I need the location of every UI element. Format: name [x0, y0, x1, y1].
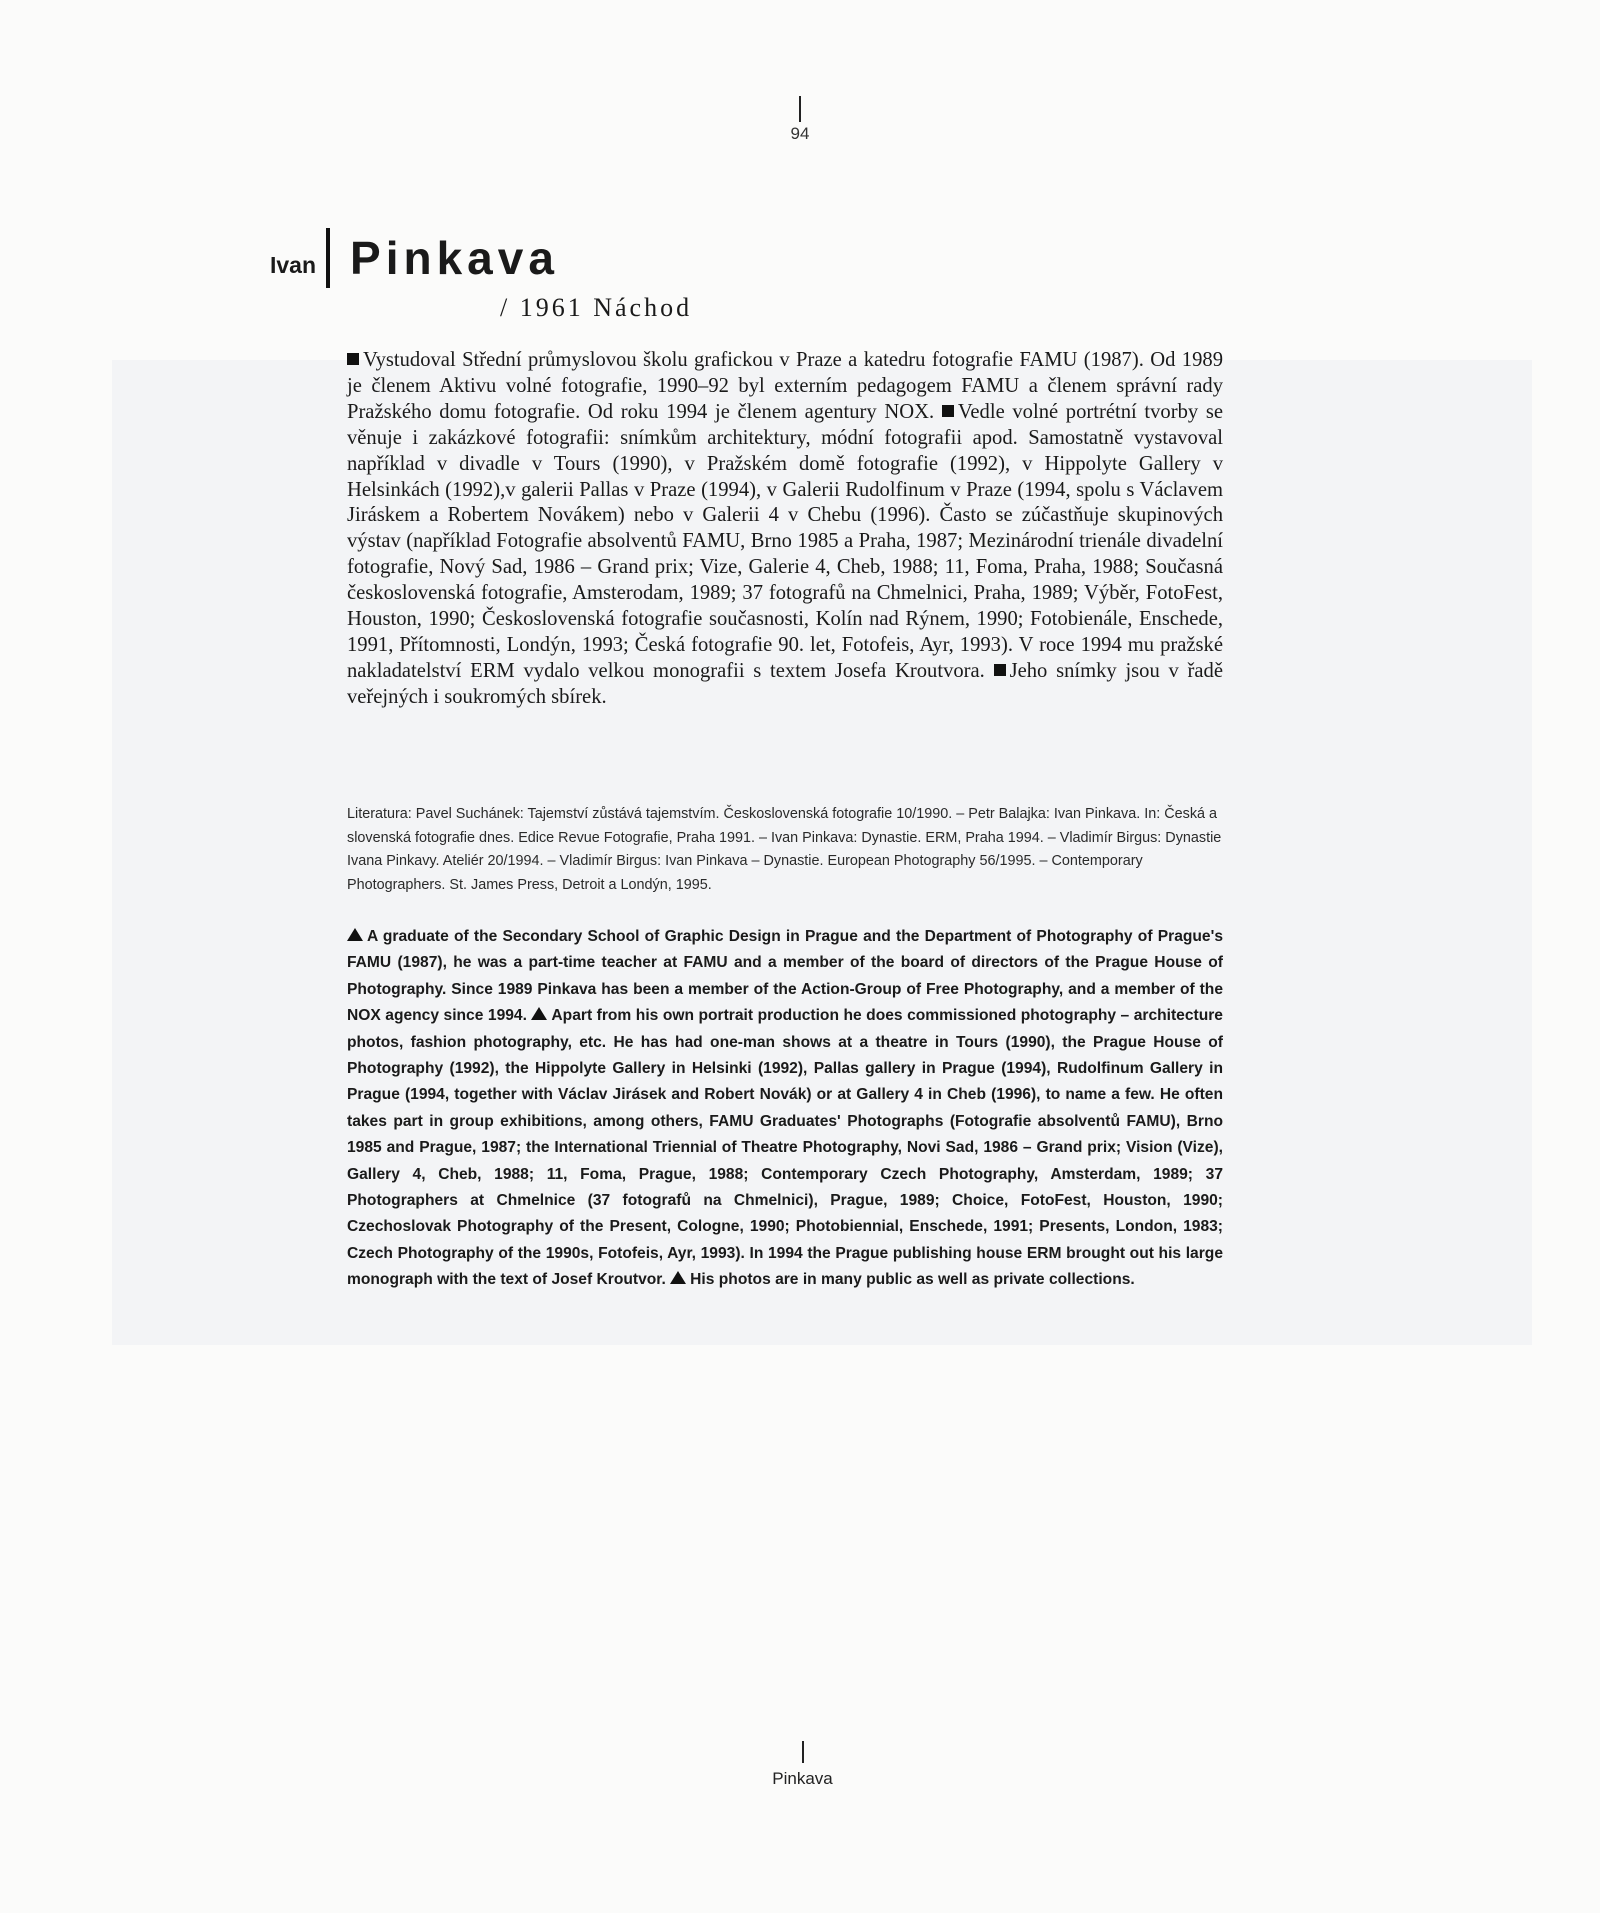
triangle-bullet-icon	[347, 928, 363, 941]
czech-paragraph-3: Jeho snímky jsou v řadě veřejných i soukromých sbírek.	[347, 659, 1223, 708]
page-footer	[0, 1741, 1600, 1789]
page-number: 94	[790, 124, 810, 143]
first-name: Ivan	[270, 251, 317, 278]
page-number-tick	[799, 96, 801, 122]
author-name-heading	[270, 226, 559, 290]
name-divider-bar	[326, 228, 330, 288]
square-bullet-icon	[347, 353, 359, 365]
page-number-top	[0, 96, 1600, 144]
square-bullet-icon	[994, 664, 1006, 676]
english-paragraph-1: A graduate of the Secondary School of Graphic Design in Prague and the Department of Photography of Prague's FAMU (1987), he was a part-time teacher at FAMU and a member of the board of directors of the Prague House of Photography. Since 1989 Pinkava has been a member of the Action-Group of Free Photography, and a member of the NOX agency since 1994.	[347, 928, 1223, 1025]
literature-references: Literatura: Pavel Suchánek: Tajemství zůstává tajemstvím. Československá fotografie 10/1990. – Petr Balajka: Ivan Pinkava. In: Česká a slovenská fotografie dnes. Edice Revue Fotografie, Praha 1991. – Ivan Pinkava: Dynastie. ERM, Praha 1994. – Vladimír Birgus: Dynastie Ivana Pinkavy. Ateliér 20/1994. – Vladimír Birgus: Ivan Pinkava – Dynastie. European Photography 56/1995. – Contemporary Photographers. St. James Press, Detroit a Londýn, 1995.	[347, 806, 1222, 893]
birth-info: / 1961 Náchod	[500, 293, 693, 322]
triangle-bullet-icon	[670, 1271, 686, 1284]
english-biography	[347, 924, 1223, 1294]
triangle-bullet-icon	[531, 1007, 547, 1020]
czech-paragraph-1: Vystudoval Střední průmyslovou školu grafickou v Praze a katedru fotografie FAMU (1987). Od 1989 je členem Aktivu volné fotografie, 1990–92 byl externím pedagogem FAMU a členem správní rady Pražského domu fotografie. Od roku 1994 je členem agentury NOX.	[347, 349, 1223, 423]
czech-paragraph-2: Vedle volné portrétní tvorby se věnuje i zakázkové fotografii: snímkům architektury, módní fotografii apod. Samostatně vystavoval například v divadle v Tours (1990), v Pražském domě fotografie (1992), v Hippolyte Gallery v Helsinkách (1992),v galerii Pallas v Praze (1994), v Galerii Rudolfinum v Praze (1994, spolu s Václavem Jiráskem a Robertem Novákem) nebo v Galerii 4 v Chebu (1996). Často se zúčastňuje skupinových výstav (například Fotografie absolventů FAMU, Brno 1985 a Praha, 1987; Mezinárodní trienále divadelní fotografie, Nový Sad, 1986 – Grand prix; Vize, Galerie 4, Cheb, 1988; 11, Foma, Praha, 1988; Současná československá fotografie, Amsterodam, 1989; 37 fotografů na Chmelnici, Praha, 1989; Výběr, FotoFest, Houston, 1990; Československá fotografie současnosti, Kolín nad Rýnem, 1990; Fotobienále, Enschede, 1991, Přítomnosti, Londýn, 1993; Česká fotografie 90. let, Fotofeis, Ayr, 1993). V roce 1994 mu pražské nakladatelství ERM vydalo velkou monografii s textem Josefa Kroutvora.	[347, 400, 1223, 682]
last-name: Pinkava	[350, 232, 559, 284]
english-paragraph-2: Apart from his own portrait production he does commissioned photography – architecture photos, fashion photography, etc. He has had one-man shows at a theatre in Tours (1990), the Prague House of Photography (1992), the Hippolyte Gallery in Helsinki (1992), Pallas gallery in Prague (1994), Rudolfinum Gallery in Prague (1994, together with Václav Jirásek and Robert Novák) or at Gallery 4 in Cheb (1996), to name a few. He often takes part in group exhibitions, among others, FAMU Graduates' Photographs (Fotografie absolventů FAMU), Brno 1985 and Prague, 1987; the International Triennial of Theatre Photography, Novi Sad, 1986 – Grand prix; Vision (Vize), Gallery 4, Cheb, 1988; 11, Foma, Prague, 1988; Contemporary Czech Photography, Amsterdam, 1989; 37 Photographers at Chmelnice (37 fotografů na Chmelnici), Prague, 1989; Choice, FotoFest, Houston, 1990; Czechoslovak Photography of the Present, Cologne, 1990; Photobiennial, Enschede, 1991; Presents, London, 1983; Czech Photography of the 1990s, Fotofeis, Ayr, 1993). In 1994 the Prague publishing house ERM brought out his large monograph with the text of Josef Kroutvor.	[347, 1007, 1223, 1289]
english-paragraph-3: His photos are in many public as well as private collections.	[690, 1271, 1135, 1289]
footer-tick	[802, 1741, 804, 1763]
czech-biography	[347, 348, 1223, 711]
square-bullet-icon	[942, 405, 954, 417]
footer-label: Pinkava	[772, 1769, 833, 1788]
